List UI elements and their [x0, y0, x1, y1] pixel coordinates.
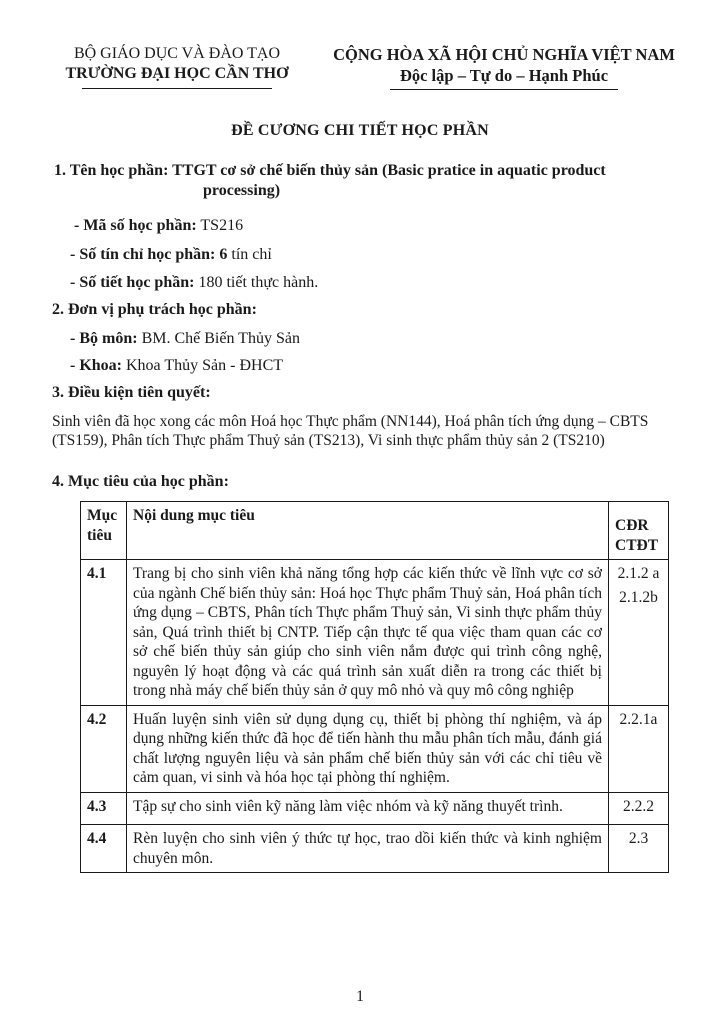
row-outcome: [609, 560, 669, 706]
header-outcome: CĐR CTĐT: [609, 502, 669, 560]
row-content: Rèn luyện cho sinh viên ý thức tự học, trao dồi kiến thức và kinh nghiệm chuyên môn.: [127, 825, 609, 873]
header-right-underline: [390, 89, 618, 90]
outcome-code: 2.2.1a: [619, 710, 658, 728]
department-label: - Bộ môn:: [70, 330, 138, 347]
table-row: [81, 705, 669, 792]
row-outcome: [609, 792, 669, 825]
section-1-heading: 1. Tên học phần: TTGT cơ sở chế biến thủy sản (Basic pratice in aquatic product: [54, 162, 606, 179]
faculty-value: Khoa Thủy Sản - ĐHCT: [126, 357, 284, 374]
ministry-name: BỘ GIÁO DỤC VÀ ĐÀO TẠO: [73, 45, 281, 62]
outcome-code: 2.2.2: [623, 797, 654, 815]
credits-number: 6: [219, 246, 228, 263]
national-motto: Độc lập – Tự do – Hạnh Phúc: [399, 66, 609, 85]
document-title: ĐỀ CƯƠNG CHI TIẾT HỌC PHẦN: [231, 122, 489, 139]
prerequisites-text: Sinh viên đã học xong các môn Hoá học Thực phẩm (NN144), Hoá phân tích ứng dụng – CBTS (TS159), Phân tích Thực phẩm Thuỷ sản (TS213), Vi sinh thực phẩm thủy sản 2 (TS210): [52, 413, 649, 449]
table-header-row: [81, 502, 669, 560]
faculty-line: [70, 356, 283, 376]
course-code-label: - Mã số học phần:: [74, 217, 197, 234]
table-row: [81, 825, 669, 873]
row-id: 4.4: [81, 825, 127, 873]
row-content: Huấn luyện sinh viên sử dụng dụng cụ, thiết bị phòng thí nghiệm, và áp dụng những kiến thức đã học để tiến hành thu mẫu phân tích mẫu, đánh giá chất lượng nguyên liệu và sản phẩm chế biến thủy sản với các chỉ tiêu về cảm quan, vi sinh và hóa học tại phòng thí nghiệm.: [127, 705, 609, 792]
row-id: 4.3: [81, 792, 127, 825]
university-name: TRƯỜNG ĐẠI HỌC CẦN THƠ: [65, 65, 289, 82]
page-number: 1: [356, 988, 364, 1005]
faculty-label: - Khoa:: [70, 357, 122, 374]
row-outcome: [609, 705, 669, 792]
section-4-heading: 4. Mục tiêu của học phần:: [52, 473, 229, 490]
department-value: BM. Chế Biến Thủy Sản: [141, 330, 300, 347]
header-goal: Mục tiêu: [81, 502, 127, 560]
section-1-heading-cont: processing): [203, 182, 281, 199]
section-3-heading: 3. Điều kiện tiên quyết:: [52, 384, 211, 401]
credits-label: - Số tín chỉ học phần:: [70, 246, 216, 263]
outcome-code: 2.1.2b: [619, 588, 658, 606]
row-content: Trang bị cho sinh viên khả năng tổng hợp các kiến thức về lĩnh vực cơ sở của ngành Chế biến thủy sản: Hoá học Thực phẩm Thuỷ sản, Hoá phân tích ứng dụng – CBTS, Phân tích Thực phẩm Thuỷ sản, Vi sinh thực phẩm thủy sản, Quá trình thiết bị CNTP. Tiếp cận thực tế qua việc tham quan các cơ sở chế biến thủy sản giúp cho sinh viên nắm được qui trình công nghệ, nguyên lý hoạt động và các quá trình sản xuất diễn ra trong các thiết bị trong nhà máy chế biến thủy sản ở quy mô nhỏ và quy mô công nghiệp: [127, 560, 609, 706]
row-outcome: [609, 825, 669, 873]
header-content: Nội dung mục tiêu: [127, 502, 609, 560]
objectives-table: [80, 501, 669, 873]
hours-label: - Số tiết học phần:: [70, 274, 195, 291]
nation-name: CỘNG HÒA XÃ HỘI CHỦ NGHĨA VIỆT NAM: [333, 45, 675, 64]
hours-value: 180 tiết thực hành.: [198, 274, 319, 291]
row-content: Tập sự cho sinh viên kỹ năng làm việc nhóm và kỹ năng thuyết trình.: [127, 792, 609, 825]
header-right: [318, 44, 690, 90]
row-id: 4.1: [81, 560, 127, 706]
outcome-code: 2.1.2 a: [617, 565, 660, 582]
table-row: [81, 792, 669, 825]
header-left-underline: [82, 88, 272, 89]
course-code-value: TS216: [200, 217, 244, 234]
header-left: [52, 44, 302, 89]
outcome-code: 2.3: [628, 830, 649, 847]
hours-line: [70, 273, 318, 293]
department-line: [70, 329, 300, 349]
credits-unit: tín chỉ: [231, 246, 272, 263]
section-2-heading: 2. Đơn vị phụ trách học phần:: [52, 301, 257, 318]
course-code-line: [74, 216, 243, 236]
row-id: 4.2: [81, 705, 127, 792]
table-row: [81, 560, 669, 706]
credits-line: [70, 245, 272, 265]
